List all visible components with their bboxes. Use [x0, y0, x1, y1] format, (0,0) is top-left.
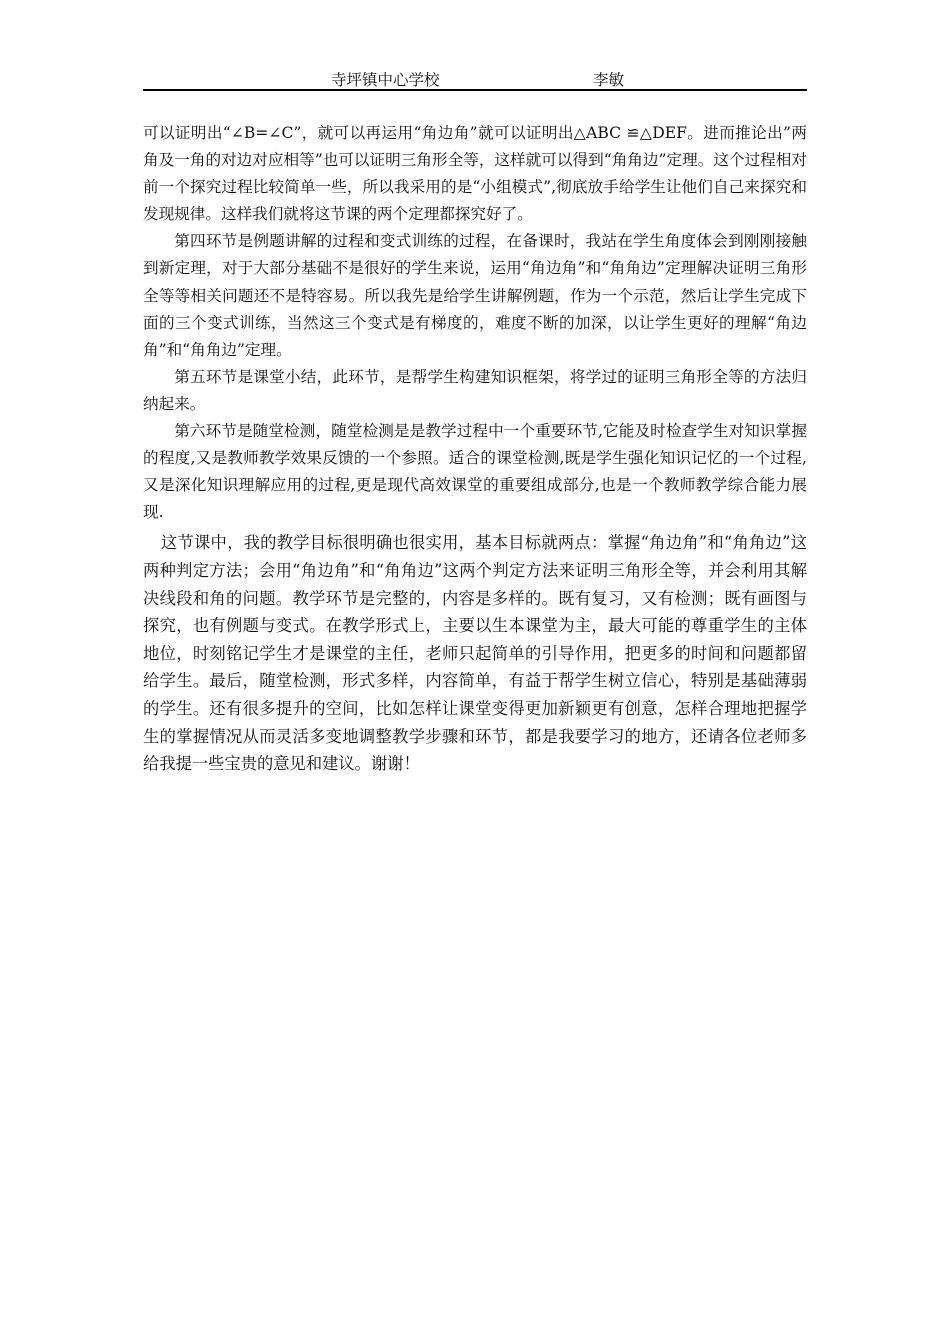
page-header [143, 66, 807, 91]
paragraph-summary: 这节课中，我的教学目标很明确也很实用，基本目标就两点：掌握“角边角”和“角角边”这两种判定方法；会用“角边角”和“角角边”这两个判定方法来证明三角形全等，并会利用其解决线段和角的问题。教学环节是完整的，内容是多样的。既有复习，又有检测；既有画图与探究，也有例题与变式。在教学形式上，主要以生本课堂为主，最大可能的尊重学生的主体地位，时刻铭记学生才是课堂的主任，老师只起简单的引导作用，把更多的时间和问题都留给学生。最后，随堂检测，形式多样，内容简单，有益于帮学生树立信心，特别是基础薄弱的学生。还有很多提升的空间，比如怎样让课堂变得更加新颖更有创意，怎样合理地把握学生的掌握情况从而灵活多变地调整教学步骤和环节，都是我要学习的地方，还请各位老师多给我提一些宝贵的意见和建议。谢谢！ [143, 533, 807, 774]
paragraph-continuation: 可以证明出“∠B=∠C”，就可以再运用“角边角”就可以证明出△ABC ≌△DEF。进而推论出”两角及一角的对边对应相等”也可以证明三角形全等，这样就可以得到“角角边”定理。这个过程相对前一个探究过程比较简单一些，所以我采用的是“小组模式”,彻底放手给学生让他们自己来探究和发现规律。这样我们就将这节课的两个定理都探究好了。 [143, 124, 807, 224]
paragraph-step-six: 第六环节是随堂检测，随堂检测是是教学过程中一个重要环节,它能及时检查学生对知识掌握的程度,又是教师教学效果反馈的一个参照。适合的课堂检测,既是学生强化知识记忆的一个过程,又是深化知识理解应用的过程,更是现代高效课堂的重要组成部分,也是一个教师教学综合能力展现. [143, 422, 807, 522]
paragraph-step-four: 第四环节是例题讲解的过程和变式训练的过程，在备课时，我站在学生角度体会到刚刚接触到新定理，对于大部分基础不是很好的学生来说，运用“角边角”和“角角边”定理解决证明三角形全等等相关问题还不是特容易。所以我先是给学生讲解例题，作为一个示范，然后让学生完成下面的三个变式训练，当然这三个变式是有梯度的，难度不断的加深，以让学生更好的理解“角边角”和“角角边”定理。 [143, 232, 807, 359]
header-school: 寺坪镇中心学校 [331, 71, 440, 89]
paragraph-step-five: 第五环节是课堂小结，此环节，是帮学生构建知识框架，将学过的证明三角形全等的方法归纳起来。 [143, 367, 807, 413]
header-author: 李敏 [593, 71, 625, 89]
document-body [143, 120, 807, 778]
